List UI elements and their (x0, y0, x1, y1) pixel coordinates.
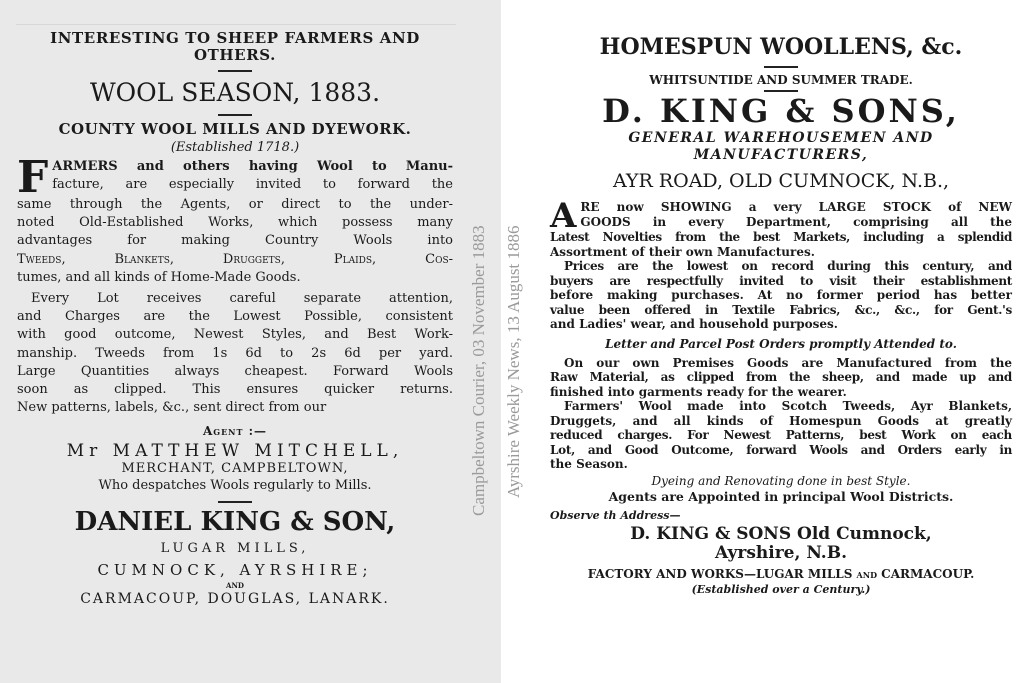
text-line: facture, are especially invited to forward the (52, 177, 453, 193)
text-line: On our own Premises Goods are Manufactured from the (564, 355, 1012, 370)
text-line: Tweeds, Blankets, Druggets, Plaids, Cos- (17, 251, 453, 267)
text-line: soon as clipped. This ensures quicker returns. (17, 382, 453, 398)
text-line: Large Quantities always cheapest. Forward Wools (17, 363, 453, 379)
paragraph-prices (550, 259, 1012, 332)
text-line: Farmers' Wool made into Scotch Tweeds, Ayr Blankets, (564, 399, 1012, 413)
text-line: ARMERS and others having Wool to Manu- (52, 159, 453, 174)
agents-note: Agents are Appointed in principal Wool Districts. (608, 488, 954, 504)
divider (218, 501, 252, 503)
caption-campbeltown-courier: Campbeltown Courier, 03 November 1883 (469, 225, 488, 516)
firm-name: DANIEL KING & SON, (74, 507, 396, 538)
right-advertisement (550, 0, 1012, 597)
works-name: COUNTY WOOL MILLS AND DYEWORK. (58, 120, 412, 138)
text-line: RE now SHOWING a very LARGE STOCK of NEW (580, 200, 1012, 214)
text-line: reduced charges. For Newest Patterns, best Work on each (550, 428, 1012, 442)
text-line: tumes, and all kinds of Home-Made Goods. (17, 269, 301, 285)
text-line: before making purchases. At no former period has better (550, 288, 1012, 302)
post-orders-note: Letter and Parcel Post Orders promptly Attended to. (605, 336, 957, 351)
kicker-line-2: OTHERS. (193, 46, 277, 64)
drop-cap: F (17, 152, 49, 203)
text-line: buyers are respectfully invited to visit their establishment (550, 273, 1012, 288)
text-line: GOODS in every Department, comprising all the (580, 214, 1012, 229)
text-line: finished into garments ready for the wearer. (550, 384, 847, 399)
address-carmacoup: CARMACOUP, DOUGLAS, LANARK. (80, 591, 390, 608)
text-line: noted Old-Established Works, which possess many (17, 215, 453, 231)
divider (218, 70, 252, 72)
text-line: New patterns, labels, &c., sent direct from our (17, 400, 327, 416)
text-line: Raw Material, as clipped from the sheep, and made up and (550, 370, 1012, 384)
trade-subtitle: WHITSUNTIDE AND SUMMER TRADE. (649, 73, 913, 87)
agent-role: MERCHANT, CAMPBELTOWN, (121, 461, 349, 477)
text-line: manship. Tweeds from 1s 6d to 2s 6d per yard. (17, 345, 453, 361)
role-line-2: MANUFACTURERS, (693, 147, 869, 163)
firm-name: D. KING & SONS, (602, 92, 960, 130)
firm-address: AYR ROAD, OLD CUMNOCK, N.B., (612, 170, 950, 192)
wool-season-title: WOOL SEASON, 1883. (89, 78, 381, 107)
left-advertisement (17, 0, 453, 609)
paragraph-premises (550, 356, 1012, 400)
paragraph-farmers (17, 152, 453, 287)
factory-and-works: FACTORY AND WORKS—LUGAR MILLS and CARMACOUP. (587, 566, 975, 581)
text-line: Every Lot receives careful separate attention, (31, 291, 453, 307)
paragraph-showing (550, 196, 1012, 259)
kicker-line-1: INTERESTING TO SHEEP FARMERS AND (50, 29, 420, 47)
address-cumnock: CUMNOCK, AYRSHIRE; (97, 561, 373, 580)
and-label: AND (226, 581, 244, 591)
role-line-1: GENERAL WAREHOUSEMEN AND (628, 130, 934, 146)
text-line: Druggets, and all kinds of Homespun Goods at greatly (550, 413, 1012, 428)
text-line: the Season. (550, 457, 628, 471)
text-line: Assortment of their own Manufactures. (550, 244, 815, 259)
firm-address-line-2: Ayrshire, N.B. (715, 542, 847, 563)
observe-address-label: Observe th Address— (550, 508, 681, 522)
agent-name: Mr MATTHEW MITCHELL, (66, 441, 404, 462)
text-line: and Ladies' wear, and household purposes. (550, 317, 838, 331)
address-lugar-mills: LUGAR MILLS, (160, 541, 310, 557)
established-note: (Established over a Century.) (691, 582, 871, 596)
text-line: advantages for making Country Wools into (17, 233, 453, 249)
text-line: and Charges are the Lowest Possible, consistent (17, 309, 453, 325)
paragraph-farmers-wool (550, 399, 1012, 472)
text-line: with good outcome, Newest Styles, and Best Work- (17, 327, 453, 343)
firm-address-line-1: D. KING & SONS Old Cumnock, (630, 523, 932, 544)
divider (764, 66, 798, 68)
text-line: same through the Agents, or direct to the under- (17, 197, 453, 212)
established-note: (Established 1718.) (170, 140, 300, 155)
dyeing-note: Dyeing and Renovating done in best Style. (651, 473, 911, 488)
agent-label: Agent :— (202, 424, 268, 439)
caption-ayrshire-weekly-news: Ayrshire Weekly News, 13 August 1886 (504, 225, 523, 498)
text-line: value been offered in Textile Fabrics, &c., &c., for Gent.'s (550, 302, 1012, 317)
text-line: Prices are the lowest on record during this century, and (564, 259, 1012, 273)
homespun-title: HOMESPUN WOOLLENS, &c. (599, 34, 963, 60)
agent-note: Who despatches Wools regularly to Mills. (98, 478, 372, 494)
paragraph-every-lot (17, 290, 453, 417)
text-line: Lot, and Good Outcome, forward Wools and Orders early in (550, 442, 1012, 457)
divider (218, 114, 252, 116)
text-line: Latest Novelties from the best Markets, including a splendid (550, 230, 1012, 244)
drop-cap: A (550, 196, 577, 236)
